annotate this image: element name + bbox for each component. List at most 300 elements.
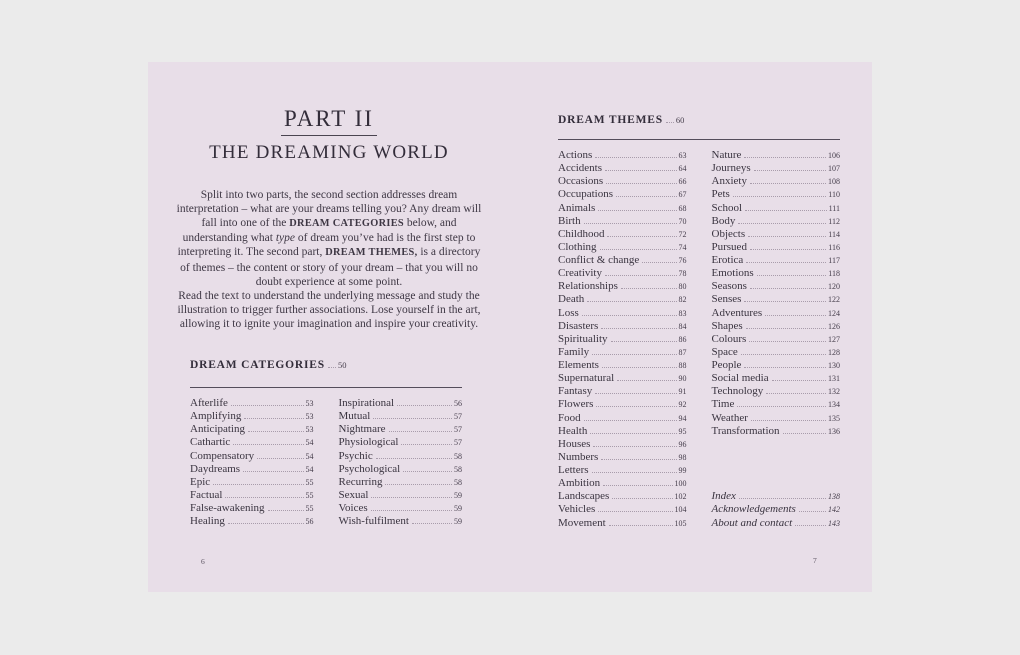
toc-entry-name: Accidents: [558, 162, 602, 175]
dotted-leader: [603, 485, 672, 486]
toc-entry-name: Objects: [711, 227, 746, 240]
dotted-leader: [783, 433, 826, 434]
dotted-leader: [751, 420, 826, 421]
toc-entry: [190, 410, 314, 423]
toc-entry: [712, 372, 841, 385]
toc-entry: [712, 307, 841, 320]
toc-entry-page: 53: [305, 412, 314, 422]
toc-entry: [558, 307, 687, 320]
intro-segment: Read the text to understand the underlying message and study the illustration to trigger further associations. Lose yourself in the art, allowing it to ignite your imagination and inspire your creativity.: [177, 289, 481, 331]
dotted-leader: [605, 275, 677, 276]
toc-entry: [712, 490, 841, 503]
toc-entry-page: 84: [678, 321, 687, 331]
dotted-leader: [799, 511, 826, 512]
dotted-leader: [213, 484, 303, 485]
themes-column-1: [558, 149, 687, 530]
intro-segment: is a directory of themes – the content or story of your dream – that you will no doubt experience at some point.: [180, 246, 481, 288]
toc-entry-page: 98: [678, 452, 687, 462]
themes-column-2: [712, 149, 841, 530]
dotted-leader: [739, 498, 826, 499]
dotted-leader: [612, 498, 672, 499]
dotted-leader: [376, 458, 452, 459]
toc-entry-page: 56: [454, 399, 462, 408]
toc-entry-page: 111: [828, 203, 840, 213]
toc-entry-page: 136: [828, 426, 840, 436]
toc-entry-name: Seasons: [711, 280, 747, 293]
toc-entry-name: Spirituality: [558, 332, 608, 345]
toc-entry-name: Vehicles: [558, 503, 596, 516]
toc-entry-name: Occasions: [558, 175, 604, 188]
dotted-leader: [598, 210, 676, 211]
toc-entry: [558, 149, 687, 162]
toc-entry: [558, 188, 687, 201]
toc-entry-page: 126: [828, 321, 840, 331]
toc-entry-page: 124: [828, 308, 840, 318]
dotted-leader: [602, 367, 677, 368]
toc-entry-page: 100: [674, 479, 687, 489]
toc-entry: [558, 477, 687, 490]
toc-entry-page: 59: [454, 517, 462, 527]
intro-bold-dream-themes: DREAM THEMES,: [325, 247, 418, 259]
toc-entry: [339, 463, 463, 476]
toc-entry-page: 138: [828, 492, 840, 502]
toc-entry-name: Psychological: [338, 462, 401, 475]
dream-themes-heading: DREAM THEMES: [558, 114, 663, 126]
toc-entry: [558, 517, 687, 530]
toc-entry-page: 118: [828, 269, 840, 279]
toc-entry-name: Nightmare: [338, 423, 386, 436]
dotted-leader: [616, 196, 677, 197]
dotted-leader: [606, 183, 676, 184]
toc-entry: [558, 425, 687, 438]
dotted-leader: [582, 315, 677, 316]
toc-entry-page: 117: [828, 256, 840, 265]
dotted-leader: [248, 431, 304, 432]
dotted-leader: [617, 380, 676, 381]
toc-entry: [558, 451, 687, 464]
toc-entry-page: 53: [305, 425, 314, 435]
dotted-leader: [621, 288, 677, 289]
dotted-leader: [596, 406, 676, 407]
toc-entry-name: Sexual: [338, 488, 369, 501]
dotted-leader: [744, 157, 826, 158]
toc-entry-name: Inspirational: [338, 397, 395, 409]
toc-entry-page: 106: [828, 151, 840, 160]
toc-entry-page: 64: [678, 164, 687, 174]
toc-entry-name: People: [711, 359, 742, 371]
toc-entry-page: 130: [828, 361, 840, 370]
intro-segment: of dream you’ve had is the first step to interpreting it. The second part,: [177, 232, 476, 259]
toc-entry: [558, 372, 687, 385]
toc-entry-page: 92: [678, 400, 687, 410]
toc-entry-name: Anxiety: [711, 175, 747, 188]
toc-entry-name: Conflict & change: [558, 254, 640, 266]
dotted-leader: [401, 444, 452, 445]
dotted-leader: [609, 525, 673, 526]
toc-entry-page: 78: [678, 269, 687, 279]
dotted-leader: [243, 471, 303, 472]
toc-entry-name: Nature: [711, 149, 742, 161]
toc-entry-page: 57: [454, 438, 462, 448]
toc-entry-page: 59: [454, 490, 462, 500]
toc-entry-name: Houses: [558, 437, 591, 450]
dream-categories-heading: DREAM CATEGORIES: [190, 359, 325, 371]
toc-entry-page: 142: [828, 505, 840, 515]
toc-entry: [712, 254, 841, 267]
toc-entry-name: Amplifying: [190, 410, 242, 423]
dotted-leader: [748, 236, 826, 237]
dotted-leader: [592, 354, 676, 355]
toc-entry-page: 102: [674, 492, 687, 502]
dream-categories-heading-row: [190, 359, 347, 374]
toc-entry-name: Ambition: [558, 477, 601, 490]
toc-entry: [558, 412, 687, 425]
toc-entry: [712, 333, 841, 346]
toc-entry-page: 108: [828, 177, 840, 187]
toc-entry-name: Health: [558, 424, 588, 437]
dotted-leader: [745, 210, 827, 211]
toc-entry-page: 74: [678, 242, 687, 252]
toc-entry: [558, 333, 687, 346]
toc-entry: [558, 490, 687, 503]
toc-entry-page: 122: [828, 295, 840, 305]
toc-entry-page: 107: [828, 164, 840, 174]
dotted-leader: [233, 444, 303, 445]
dotted-leader: [744, 301, 826, 302]
toc-entry-page: 128: [828, 347, 840, 357]
dotted-leader: [373, 418, 452, 419]
toc-entry-name: Weather: [711, 411, 748, 424]
toc-entry-name: Disasters: [558, 319, 599, 332]
toc-entry-name: Actions: [558, 149, 593, 161]
dotted-leader: [584, 420, 677, 421]
toc-entry: [190, 476, 314, 489]
toc-entry: [558, 359, 687, 372]
toc-entry-page: 55: [305, 504, 314, 513]
dotted-leader: [225, 497, 303, 498]
toc-entry-page: 67: [678, 190, 687, 200]
toc-entry-name: False-awakening: [190, 502, 265, 514]
toc-entry: [712, 503, 841, 516]
dream-categories-page-number: 50: [337, 360, 347, 370]
part-title-text: PART II: [281, 106, 377, 136]
categories-column-2: [339, 397, 463, 528]
dream-categories-section: [190, 359, 462, 528]
toc-entry-name: Epic: [190, 475, 211, 488]
toc-entry: [558, 398, 687, 411]
toc-entry: [712, 202, 841, 215]
dotted-leader: [595, 157, 676, 158]
toc-entry-name: Acknowledgements: [711, 503, 796, 516]
toc-entry-page: 57: [454, 425, 462, 435]
toc-entry: [558, 241, 687, 254]
toc-entry-name: Fantasy: [558, 385, 593, 398]
toc-entry-page: 54: [305, 464, 314, 474]
toc-entry: [712, 280, 841, 293]
toc-entry-name: Daydreams: [190, 462, 241, 475]
toc-entry-page: 68: [678, 203, 687, 213]
toc-entry: [190, 463, 314, 476]
dotted-leader: [772, 380, 826, 381]
toc-entry-name: Anticipating: [190, 423, 245, 436]
toc-entry-page: 55: [305, 477, 314, 487]
categories-column-1: [190, 397, 314, 528]
toc-entry-page: 82: [678, 295, 687, 305]
themes-columns: [558, 149, 840, 530]
dotted-leader: [605, 170, 677, 171]
toc-entry-page: 66: [678, 177, 687, 187]
dotted-leader: [600, 249, 677, 250]
toc-entry-page: 83: [678, 308, 687, 318]
toc-entry: [190, 515, 314, 528]
dotted-leader: [403, 471, 452, 472]
dotted-leader: [385, 484, 452, 485]
toc-entry-name: About and contact: [711, 516, 793, 529]
dotted-leader: [590, 433, 676, 434]
toc-entry: [712, 385, 841, 398]
dotted-leader: [371, 497, 452, 498]
dotted-leader: [595, 393, 676, 394]
toc-entry-name: Compensatory: [190, 449, 255, 462]
toc-entry-name: Movement: [558, 516, 606, 529]
right-page-number: 7: [813, 556, 817, 565]
intro-segment: below, and understanding what: [182, 216, 457, 245]
toc-entry-page: 53: [305, 399, 314, 408]
toc-entry-page: 120: [828, 282, 840, 292]
dotted-leader: [738, 223, 826, 224]
toc-entry-name: Healing: [190, 515, 225, 528]
toc-entry: [558, 464, 687, 477]
toc-entry-name: Erotica: [711, 254, 744, 266]
toc-entry: [712, 359, 841, 372]
toc-entry-page: 127: [828, 334, 840, 344]
toc-entry-name: Family: [558, 345, 590, 358]
toc-entry-page: 72: [678, 229, 687, 239]
toc-entry: [558, 267, 687, 280]
toc-entry: [712, 162, 841, 175]
toc-entry-page: 135: [828, 413, 840, 423]
toc-entry-page: 80: [678, 282, 687, 292]
toc-entry-page: 112: [828, 216, 840, 226]
toc-entry: [190, 450, 314, 463]
toc-entry-page: 76: [678, 256, 687, 265]
toc-entry-name: Supernatural: [558, 372, 615, 385]
toc-entry-name: Adventures: [711, 306, 763, 319]
toc-entry-page: 87: [678, 347, 687, 357]
toc-entry-page: 95: [678, 426, 687, 436]
toc-entry-page: 132: [828, 387, 840, 397]
toc-entry: [190, 436, 314, 449]
themes-column-2-entries: [712, 149, 841, 438]
dotted-leader: [412, 523, 452, 524]
toc-entry: [712, 188, 841, 201]
toc-entry: [558, 175, 687, 188]
intro-segment: Split into two parts, the second section addresses dream interpretation – what are your dreams telling you? Any dream will fall into one of the: [176, 188, 482, 229]
toc-entry-page: 134: [828, 400, 840, 410]
toc-entry-page: 114: [828, 229, 840, 239]
toc-entry: [558, 385, 687, 398]
dotted-leader: [666, 122, 674, 123]
toc-entry-page: 54: [305, 438, 314, 448]
dream-themes-section: [558, 114, 840, 530]
toc-entry-name: Clothing: [558, 240, 597, 253]
toc-entry: [558, 438, 687, 451]
toc-entry-name: Relationships: [558, 280, 618, 293]
toc-entry-name: Letters: [558, 464, 589, 476]
toc-entry: [558, 503, 687, 516]
toc-entry-name: Shapes: [711, 319, 743, 332]
toc-entry: [712, 320, 841, 333]
toc-entry-name: Body: [711, 214, 736, 227]
toc-entry-name: Loss: [558, 306, 579, 319]
toc-entry-page: 110: [828, 190, 840, 200]
dotted-leader: [737, 406, 826, 407]
toc-entry-name: Physiological: [338, 436, 399, 449]
toc-entry: [712, 398, 841, 411]
toc-entry: [712, 267, 841, 280]
toc-entry: [712, 228, 841, 241]
toc-entry-page: 56: [305, 517, 314, 527]
dotted-leader: [746, 328, 826, 329]
toc-entry: [712, 346, 841, 359]
toc-entry-page: 131: [828, 374, 840, 384]
dotted-leader: [766, 393, 826, 394]
toc-entry-name: Mutual: [338, 410, 371, 423]
toc-entry-page: 86: [678, 334, 687, 344]
toc-entry: [558, 228, 687, 241]
dotted-leader: [750, 183, 826, 184]
toc-entry-page: 58: [454, 464, 462, 474]
dotted-leader: [746, 262, 826, 263]
dotted-leader: [733, 196, 826, 197]
toc-entry-page: 116: [828, 242, 840, 252]
column-gap: [712, 438, 841, 491]
toc-entry-page: 90: [678, 374, 687, 384]
toc-entry: [339, 410, 463, 423]
dotted-leader: [611, 341, 677, 342]
toc-entry-name: Animals: [558, 201, 596, 214]
toc-entry-name: Flowers: [558, 398, 594, 411]
toc-entry-name: Childhood: [558, 227, 605, 240]
dotted-leader: [607, 236, 676, 237]
toc-entry: [190, 397, 314, 410]
dotted-leader: [795, 525, 826, 526]
toc-entry-name: Factual: [190, 488, 223, 501]
toc-entry-name: Senses: [711, 293, 742, 306]
toc-entry: [339, 515, 463, 528]
toc-entry: [339, 397, 463, 410]
toc-entry-page: 88: [678, 361, 687, 370]
toc-entry-page: 143: [828, 518, 840, 528]
toc-entry-name: Colours: [711, 332, 747, 345]
toc-entry-name: Afterlife: [190, 397, 228, 409]
toc-entry-name: Time: [711, 398, 735, 411]
dotted-leader: [741, 354, 826, 355]
toc-entry-page: 55: [305, 490, 314, 500]
dotted-leader: [268, 510, 304, 511]
dotted-leader: [397, 405, 452, 406]
toc-entry: [558, 215, 687, 228]
toc-entry: [190, 502, 314, 515]
toc-entry-name: Transformation: [711, 424, 780, 437]
dotted-leader: [328, 367, 336, 368]
toc-entry: [712, 241, 841, 254]
toc-entry-name: Birth: [558, 214, 581, 227]
dotted-leader: [754, 170, 826, 171]
toc-entry-name: Technology: [711, 385, 764, 398]
toc-entry-name: Emotions: [711, 267, 754, 280]
toc-entry-page: 54: [305, 451, 314, 461]
toc-entry-name: Landscapes: [558, 490, 610, 503]
toc-entry-name: Cathartic: [190, 436, 231, 449]
book-spread: [148, 62, 872, 592]
dotted-leader: [593, 446, 676, 447]
toc-entry-page: 58: [454, 477, 462, 487]
dotted-leader: [231, 405, 304, 406]
toc-entry: [558, 346, 687, 359]
intro-bold-dream-categories: DREAM CATEGORIES: [289, 217, 404, 229]
toc-entry: [712, 293, 841, 306]
toc-entry: [712, 175, 841, 188]
toc-entry-page: 99: [678, 466, 687, 475]
dotted-leader: [765, 315, 826, 316]
toc-entry: [190, 423, 314, 436]
toc-entry: [339, 450, 463, 463]
end-matter-entries: [712, 490, 841, 529]
toc-entry-name: Recurring: [338, 475, 383, 488]
toc-entry: [712, 425, 841, 438]
dotted-leader: [757, 275, 827, 276]
dotted-leader: [642, 262, 676, 263]
toc-entry: [712, 149, 841, 162]
toc-entry-name: Wish-fulfilment: [338, 515, 409, 528]
dotted-leader: [749, 341, 826, 342]
toc-entry-name: Elements: [558, 359, 599, 371]
toc-entry: [339, 489, 463, 502]
toc-entry-page: 63: [678, 151, 687, 160]
dotted-leader: [601, 459, 676, 460]
dotted-leader: [750, 288, 826, 289]
toc-entry-name: Creativity: [558, 267, 602, 280]
toc-entry-page: 58: [454, 451, 462, 461]
toc-entry-page: 96: [678, 439, 687, 449]
section-divider-rule: [558, 139, 840, 140]
toc-entry-page: 104: [674, 505, 687, 515]
toc-entry: [558, 254, 687, 267]
dotted-leader: [584, 223, 677, 224]
toc-entry-page: 57: [454, 412, 462, 422]
dotted-leader: [389, 431, 452, 432]
toc-entry-name: Index: [711, 490, 736, 503]
toc-entry-name: Pursued: [711, 240, 747, 253]
toc-entry: [190, 489, 314, 502]
part-title: [148, 106, 510, 136]
toc-entry-name: Pets: [711, 188, 730, 201]
dotted-leader: [750, 249, 826, 250]
toc-entry-name: Psychic: [338, 449, 373, 462]
toc-entry-page: 59: [454, 504, 462, 513]
toc-entry-name: Occupations: [558, 188, 613, 201]
intro-italic-type: type: [275, 232, 295, 245]
toc-entry: [558, 280, 687, 293]
dotted-leader: [592, 472, 677, 473]
dotted-leader: [587, 301, 676, 302]
categories-columns: [190, 397, 462, 528]
section-divider-rule: [190, 387, 462, 388]
dotted-leader: [371, 510, 452, 511]
dotted-leader: [744, 367, 826, 368]
toc-entry: [558, 293, 687, 306]
